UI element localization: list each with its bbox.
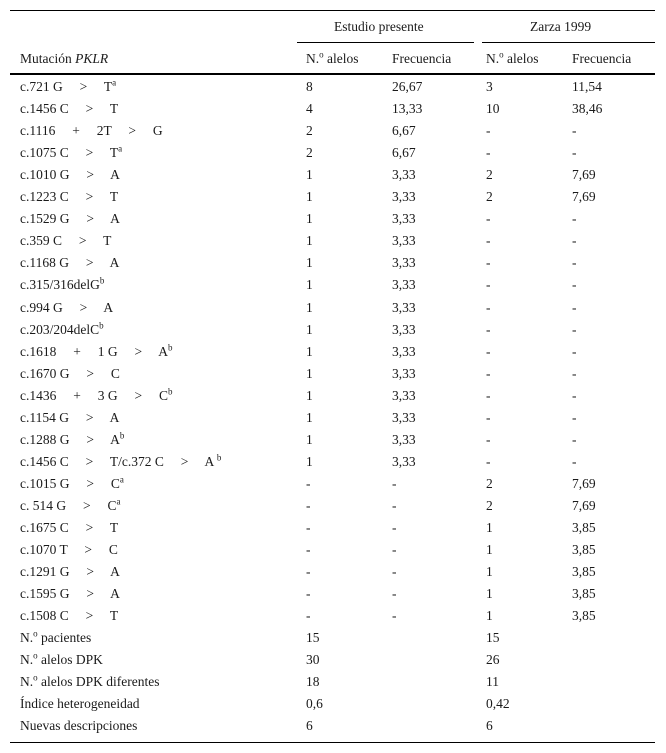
alleles-zarza-cell: - bbox=[486, 366, 491, 381]
group-header-estudio: Estudio presente bbox=[334, 19, 424, 34]
freq-estudio-cell: 3,33 bbox=[392, 255, 416, 270]
mutation-cell: c.994 G > A bbox=[20, 300, 114, 315]
alleles-estudio-cell: - bbox=[306, 542, 311, 557]
alleles-estudio-cell: 1 bbox=[306, 233, 313, 248]
freq-estudio-cell: 6,67 bbox=[392, 145, 416, 160]
freq-zarza-cell: - bbox=[572, 410, 577, 425]
freq-zarza-cell: 38,46 bbox=[572, 101, 603, 116]
mutation-cell: c.1529 G > A bbox=[20, 211, 120, 226]
mutation-cell: c.1154 G > A bbox=[20, 410, 120, 425]
alleles-estudio-cell: - bbox=[306, 586, 311, 601]
mutation-cell: c.1223 C > T bbox=[20, 189, 119, 204]
alleles-zarza-cell: - bbox=[486, 233, 491, 248]
mutation-cell: c.1670 G > C bbox=[20, 366, 120, 381]
freq-estudio-cell: 13,33 bbox=[392, 101, 423, 116]
mutation-cell: c.1010 G > A bbox=[20, 167, 120, 182]
freq-estudio-cell: 3,33 bbox=[392, 189, 416, 204]
col-header-freq-1: Frecuencia bbox=[392, 51, 452, 66]
alleles-estudio-cell: - bbox=[306, 520, 311, 535]
summary-value-zarza: 6 bbox=[486, 718, 493, 733]
alleles-zarza-cell: 1 bbox=[486, 542, 493, 557]
alleles-zarza-cell: - bbox=[486, 123, 491, 138]
freq-zarza-cell: - bbox=[572, 123, 577, 138]
alleles-estudio-cell: 1 bbox=[306, 454, 313, 469]
alleles-zarza-cell: 2 bbox=[486, 498, 493, 513]
alleles-zarza-cell: - bbox=[486, 410, 491, 425]
freq-zarza-cell: - bbox=[572, 366, 577, 381]
freq-zarza-cell: - bbox=[572, 322, 577, 337]
top-rule bbox=[10, 10, 655, 11]
col-header-alleles-1: N.$^o$ alelos bbox=[306, 49, 359, 66]
alleles-estudio-cell: 1 bbox=[306, 167, 313, 182]
alleles-zarza-cell: - bbox=[486, 432, 491, 447]
freq-estudio-cell: 6,67 bbox=[392, 123, 416, 138]
freq-estudio-cell: 3,33 bbox=[392, 344, 416, 359]
alleles-zarza-cell: 1 bbox=[486, 586, 493, 601]
alleles-estudio-cell: 1 bbox=[306, 277, 313, 292]
freq-zarza-cell: - bbox=[572, 233, 577, 248]
alleles-estudio-cell: 8 bbox=[306, 79, 313, 94]
group-header-zarza: Zarza 1999 bbox=[530, 19, 592, 34]
alleles-estudio-cell: - bbox=[306, 564, 311, 579]
freq-zarza-cell: - bbox=[572, 255, 577, 270]
summary-value-estudio: 18 bbox=[306, 674, 320, 689]
freq-estudio-cell: 3,33 bbox=[392, 211, 416, 226]
alleles-zarza-cell: 1 bbox=[486, 608, 493, 623]
summary-value-zarza: 11 bbox=[486, 674, 499, 689]
summary-label: N.$^o$ pacientes bbox=[20, 628, 92, 645]
alleles-estudio-cell: 1 bbox=[306, 388, 313, 403]
summary-value-estudio: 15 bbox=[306, 630, 320, 645]
summary-label: N.$^o$ alelos DPK bbox=[20, 650, 103, 667]
summary-label: Nuevas descripciones bbox=[20, 718, 138, 733]
alleles-estudio-cell: 1 bbox=[306, 255, 313, 270]
freq-zarza-cell: - bbox=[572, 277, 577, 292]
mutation-cell: c.1070 T > C bbox=[20, 542, 118, 557]
alleles-zarza-cell: - bbox=[486, 211, 491, 226]
freq-zarza-cell: - bbox=[572, 344, 577, 359]
freq-estudio-cell: 3,33 bbox=[392, 432, 416, 447]
freq-zarza-cell: 3,85 bbox=[572, 520, 596, 535]
alleles-estudio-cell: 1 bbox=[306, 344, 313, 359]
freq-estudio-cell: - bbox=[392, 564, 397, 579]
mutation-cell: c.1116 + 2T > G bbox=[20, 123, 163, 138]
mutation-cell: c. 514 G > $C^a$ bbox=[20, 496, 121, 513]
summary-value-estudio: 30 bbox=[306, 652, 320, 667]
freq-zarza-cell: 3,85 bbox=[572, 586, 596, 601]
mutation-cell: c.1456 C > T bbox=[20, 101, 119, 116]
summary-value-estudio: 0,6 bbox=[306, 696, 323, 711]
alleles-zarza-cell: 3 bbox=[486, 79, 493, 94]
freq-estudio-cell: - bbox=[392, 520, 397, 535]
alleles-zarza-cell: 1 bbox=[486, 520, 493, 535]
alleles-zarza-cell: - bbox=[486, 388, 491, 403]
alleles-estudio-cell: 1 bbox=[306, 322, 313, 337]
alleles-zarza-cell: 2 bbox=[486, 476, 493, 491]
freq-estudio-cell: 3,33 bbox=[392, 167, 416, 182]
header-bottom-rule bbox=[10, 73, 655, 75]
alleles-estudio-cell: 2 bbox=[306, 145, 313, 160]
freq-estudio-cell: - bbox=[392, 586, 397, 601]
summary-label: N.$^o$ alelos DPK diferentes bbox=[20, 672, 160, 689]
group-rule-zarza bbox=[482, 42, 655, 43]
freq-estudio-cell: 3,33 bbox=[392, 410, 416, 425]
alleles-zarza-cell: 2 bbox=[486, 167, 493, 182]
alleles-estudio-cell: 2 bbox=[306, 123, 313, 138]
freq-zarza-cell: 3,85 bbox=[572, 542, 596, 557]
mutation-cell: c.359 C > T bbox=[20, 233, 112, 248]
col-header-mutation: Mutación PKLR bbox=[20, 51, 109, 66]
alleles-zarza-cell: - bbox=[486, 344, 491, 359]
alleles-estudio-cell: 4 bbox=[306, 101, 313, 116]
alleles-zarza-cell: - bbox=[486, 322, 491, 337]
freq-estudio-cell: - bbox=[392, 498, 397, 513]
freq-estudio-cell: 3,33 bbox=[392, 322, 416, 337]
mutation-cell: c.315/316delG$^b$ bbox=[20, 275, 105, 292]
alleles-zarza-cell: 2 bbox=[486, 189, 493, 204]
col-header-alleles-2: N.$^o$ alelos bbox=[486, 49, 539, 66]
freq-zarza-cell: 7,69 bbox=[572, 498, 596, 513]
freq-zarza-cell: 7,69 bbox=[572, 476, 596, 491]
bottom-rule bbox=[10, 742, 655, 743]
freq-estudio-cell: 3,33 bbox=[392, 233, 416, 248]
alleles-estudio-cell: 1 bbox=[306, 432, 313, 447]
mutation-cell: c.1675 C > T bbox=[20, 520, 119, 535]
summary-value-estudio: 6 bbox=[306, 718, 313, 733]
freq-zarza-cell: 7,69 bbox=[572, 167, 596, 182]
freq-estudio-cell: 26,67 bbox=[392, 79, 423, 94]
mutation-cell: c.203/204delC$^b$ bbox=[20, 320, 104, 337]
alleles-zarza-cell: - bbox=[486, 277, 491, 292]
mutation-cell: c.1456 C > T/c.372 C > A $^b$ bbox=[20, 452, 222, 469]
freq-zarza-cell: - bbox=[572, 300, 577, 315]
alleles-estudio-cell: - bbox=[306, 498, 311, 513]
col-header-freq-2: Frecuencia bbox=[572, 51, 632, 66]
freq-estudio-cell: - bbox=[392, 476, 397, 491]
mutation-cell: c.1015 G > $C^a$ bbox=[20, 474, 124, 491]
freq-zarza-cell: - bbox=[572, 454, 577, 469]
alleles-zarza-cell: 10 bbox=[486, 101, 500, 116]
alleles-estudio-cell: 1 bbox=[306, 410, 313, 425]
freq-estudio-cell: 3,33 bbox=[392, 366, 416, 381]
freq-zarza-cell: - bbox=[572, 432, 577, 447]
summary-value-zarza: 15 bbox=[486, 630, 500, 645]
alleles-zarza-cell: 1 bbox=[486, 564, 493, 579]
mutation-cell: c.1618 + 1 G > $A^b$ bbox=[20, 342, 173, 359]
alleles-estudio-cell: 1 bbox=[306, 211, 313, 226]
freq-zarza-cell: - bbox=[572, 211, 577, 226]
mutation-cell: c.721 G > $T^a$ bbox=[20, 77, 117, 94]
summary-label: Índice heterogeneidad bbox=[20, 696, 140, 711]
gene-name: PKLR bbox=[75, 51, 109, 66]
freq-estudio-cell: - bbox=[392, 608, 397, 623]
freq-zarza-cell: - bbox=[572, 145, 577, 160]
freq-zarza-cell: 3,85 bbox=[572, 608, 596, 623]
freq-estudio-cell: 3,33 bbox=[392, 277, 416, 292]
freq-estudio-cell: 3,33 bbox=[392, 300, 416, 315]
freq-estudio-cell: - bbox=[392, 542, 397, 557]
alleles-estudio-cell: - bbox=[306, 608, 311, 623]
alleles-zarza-cell: - bbox=[486, 255, 491, 270]
alleles-estudio-cell: 1 bbox=[306, 189, 313, 204]
group-rule-estudio bbox=[297, 42, 474, 43]
mutation-cell: c.1508 C > T bbox=[20, 608, 119, 623]
alleles-estudio-cell: - bbox=[306, 476, 311, 491]
alleles-zarza-cell: - bbox=[486, 454, 491, 469]
freq-zarza-cell: 11,54 bbox=[572, 79, 602, 94]
summary-value-zarza: 0,42 bbox=[486, 696, 510, 711]
alleles-zarza-cell: - bbox=[486, 145, 491, 160]
mutation-cell: c.1288 G > $A^b$ bbox=[20, 430, 125, 447]
freq-zarza-cell: 7,69 bbox=[572, 189, 596, 204]
freq-zarza-cell: 3,85 bbox=[572, 564, 596, 579]
summary-value-zarza: 26 bbox=[486, 652, 500, 667]
mutation-cell: c.1595 G > A bbox=[20, 586, 120, 601]
mutation-cell: c.1168 G > A bbox=[20, 255, 120, 270]
alleles-zarza-cell: - bbox=[486, 300, 491, 315]
alleles-estudio-cell: 1 bbox=[306, 366, 313, 381]
mutation-cell: c.1291 G > A bbox=[20, 564, 120, 579]
mutation-cell: c.1436 + 3 G > $C^b$ bbox=[20, 386, 173, 403]
alleles-estudio-cell: 1 bbox=[306, 300, 313, 315]
freq-estudio-cell: 3,33 bbox=[392, 388, 416, 403]
freq-estudio-cell: 3,33 bbox=[392, 454, 416, 469]
mutation-cell: c.1075 C > $T^a$ bbox=[20, 143, 123, 160]
freq-zarza-cell: - bbox=[572, 388, 577, 403]
